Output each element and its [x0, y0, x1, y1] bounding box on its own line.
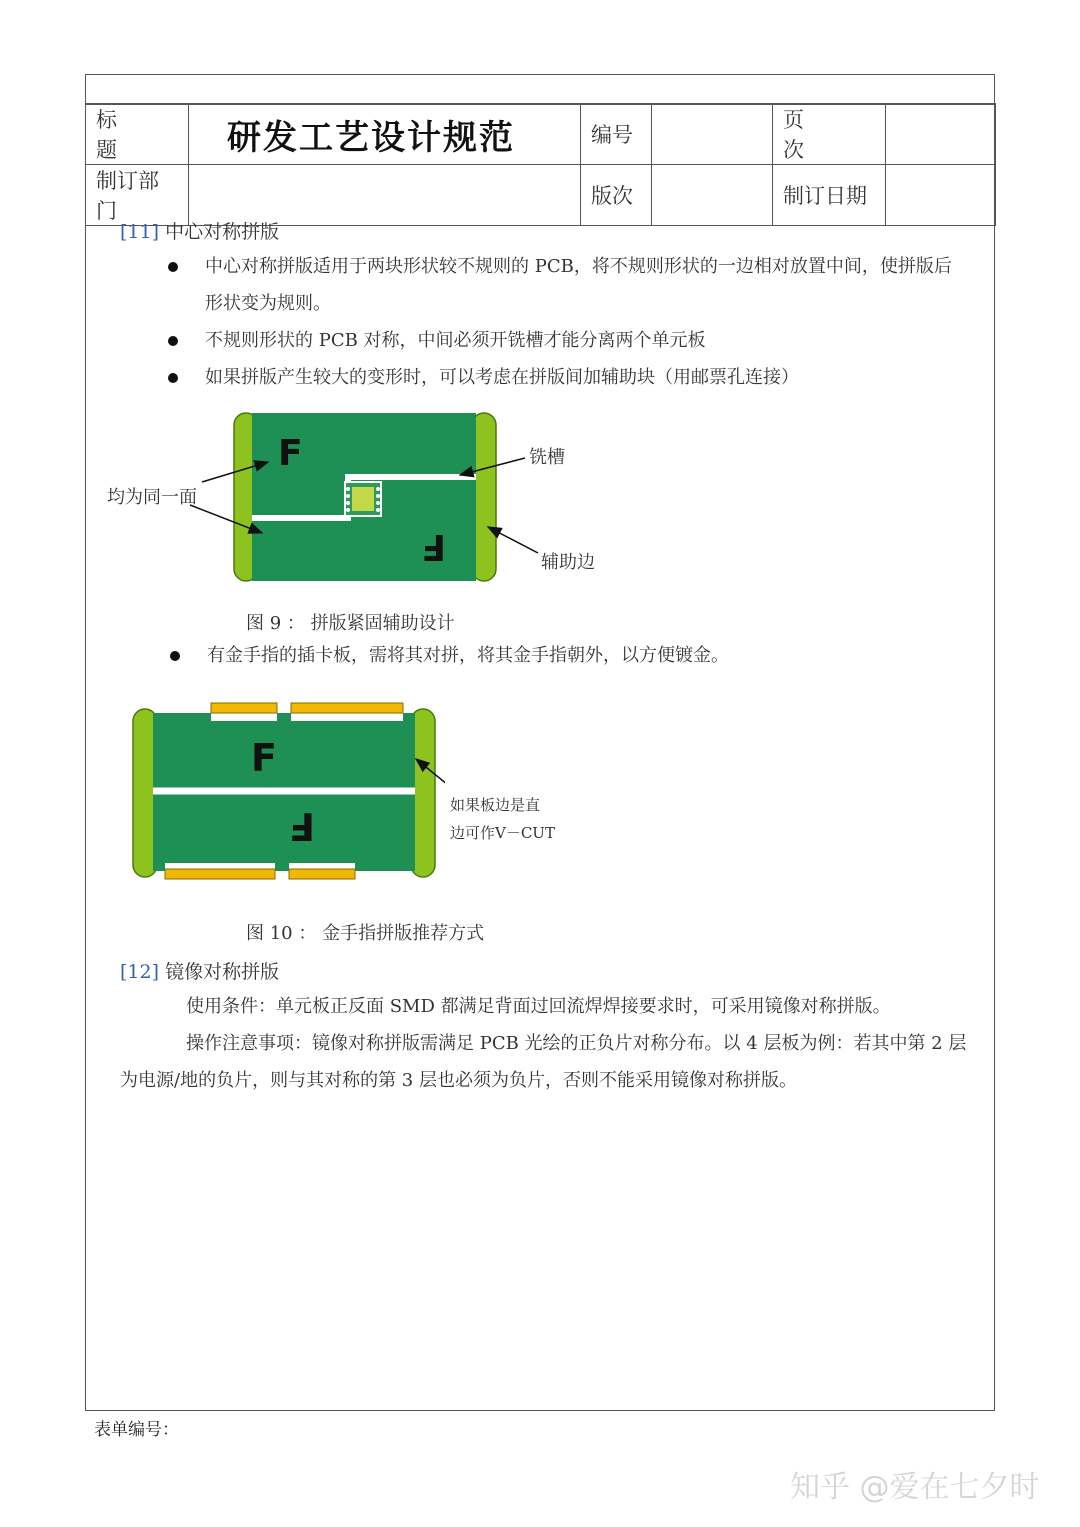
f-marking-top: F: [278, 433, 303, 474]
figure-10-diagram: [125, 695, 445, 885]
page-value: [886, 104, 996, 165]
bullet-text-3: 如果拼版产生较大的变形时，可以考虑在拼版间加辅助块（用邮票孔连接）: [205, 367, 799, 388]
f-marking-top: F: [251, 736, 277, 780]
f-marking-bottom: F: [421, 526, 446, 567]
label-same-side: 均为同一面: [107, 487, 197, 508]
gold-finger: [165, 869, 275, 879]
section-12-para-1: 使用条件：单元板正反面 SMD 都满足背面过回流焊焊接要求时，可采用镜像对称拼版。: [186, 996, 891, 1017]
section-11-heading: [120, 217, 279, 244]
bullet-icon: [168, 336, 178, 346]
f-marking-bottom: F: [289, 804, 315, 848]
title-label: 标 题: [86, 104, 189, 165]
bullet-text-1: 中心对称拼版适用于两块形状较不规则的 PCB，将不规则形状的一边相对放置中间，使拼版后: [205, 256, 952, 277]
section-12-number: [12]: [120, 961, 160, 983]
header-table: [85, 103, 996, 226]
version-label: 版次: [581, 165, 652, 226]
section-11-number: [11]: [120, 221, 160, 243]
vcut-note-line-2: 边可作V－CUT: [450, 824, 555, 842]
aux-block: [352, 487, 374, 511]
bullet-icon: [168, 373, 178, 383]
vcut-note-line-1: 如果板边是直: [450, 796, 541, 814]
label-aux-edge: 辅助边: [541, 552, 595, 573]
document-title: 研发工艺设计规范: [189, 104, 581, 165]
version-value: [652, 165, 773, 226]
bullet-icon: [168, 262, 178, 272]
bullet-text-2: 不规则形状的 PCB 对称，中间必须开铣槽才能分离两个单元板: [205, 330, 706, 351]
top-band: [86, 75, 994, 105]
page-label: 页 次: [773, 104, 886, 165]
date-label: 制订日期: [773, 165, 886, 226]
gold-finger: [289, 869, 355, 879]
watermark: 知乎 @爱在七夕时: [790, 1470, 1040, 1505]
bullet-text-1-cont: 形状变为规则。: [205, 293, 331, 314]
section-12-para-2: 操作注意事项：镜像对称拼版需满足 PCB 光绘的正负片对称分布。以 4 层板为例：若其中第 2 层: [186, 1033, 967, 1054]
date-value: [886, 165, 996, 226]
gold-finger: [211, 703, 277, 713]
gold-finger: [291, 703, 403, 713]
label-mill-slot: 铣槽: [529, 447, 565, 468]
dept-label: 制订部门: [86, 165, 189, 226]
section-12-para-2-cont: 为电源/地的负片，则与其对称的第 3 层也必须为负片，否则不能采用镜像对称拼版。: [120, 1070, 797, 1091]
number-label: 编号: [581, 104, 652, 165]
figure-9-caption: 图 9 ： 拼版紧固辅助设计: [246, 613, 455, 634]
number-value: [652, 104, 773, 165]
form-number-label: 表单编号：: [94, 1420, 179, 1440]
section-12-heading: [120, 957, 279, 984]
section-12-title: 镜像对称拼版: [165, 961, 280, 983]
bullet-text-4: 有金手指的插卡板，需将其对拼，将其金手指朝外，以方便镀金。: [207, 645, 729, 666]
figure-10-caption: 图 10 ： 金手指拼版推荐方式: [246, 923, 485, 944]
section-11-title: 中心对称拼版: [165, 221, 280, 243]
bullet-icon: [170, 651, 180, 661]
